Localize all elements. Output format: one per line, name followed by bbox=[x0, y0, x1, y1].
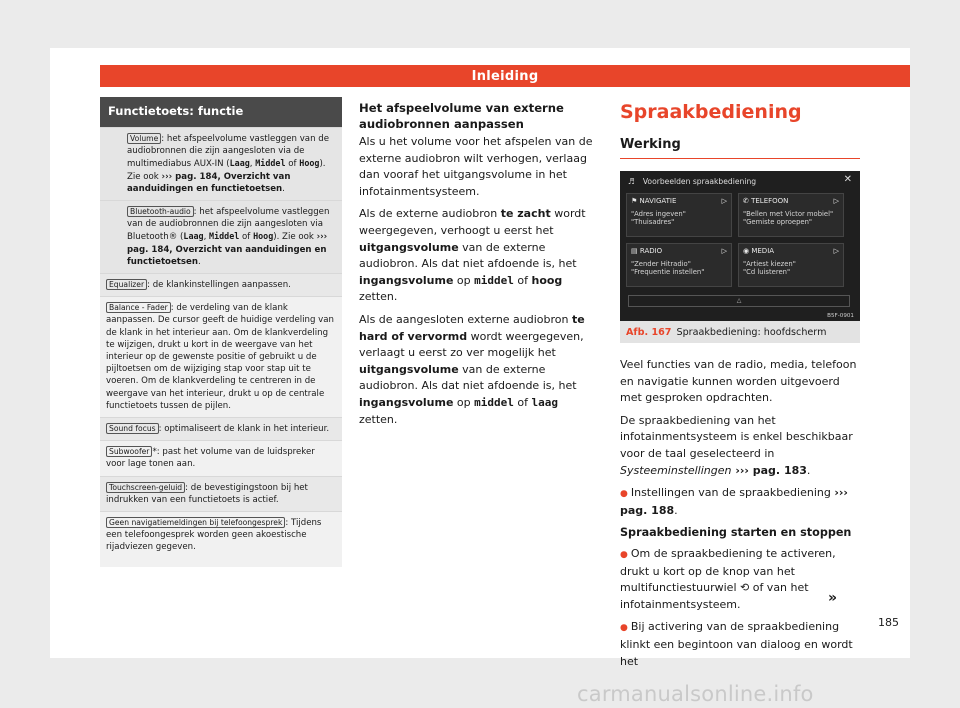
media-icon: ◉ bbox=[743, 247, 750, 255]
tile-radio: ▤ RADIO ▷ "Zender Hitradio" "Frequentie instellen" bbox=[626, 243, 732, 287]
function-key: Sound focus bbox=[106, 423, 159, 434]
voice-control-figure bbox=[620, 171, 860, 343]
section-subtitle: Werking bbox=[620, 137, 860, 159]
tile-phone: ✆ TELEFOON ▷ "Bellen met Victor mobiel" "Gemiste oproepen" bbox=[738, 193, 844, 237]
paragraph: De spraakbediening van het infotainmentsysteem is enkel beschikbaar voor de taal geselecteerd in Systeeminstellingen ››› pag. 183. bbox=[620, 413, 853, 477]
page-reference-link[interactable]: ››› pag. 184, Overzicht van aanduidingen en functietoetsen bbox=[127, 171, 291, 194]
close-icon: ✕ bbox=[843, 174, 852, 185]
play-icon: ▷ bbox=[721, 247, 727, 255]
function-table bbox=[100, 97, 342, 567]
chapter-title: Inleiding bbox=[471, 68, 539, 84]
function-key: Volume bbox=[127, 133, 161, 144]
section-title: Spraakbediening bbox=[620, 101, 802, 123]
middle-column bbox=[359, 100, 599, 434]
table-row: Bluetooth-audio : het afspeelvolume vastleggen van de audiobronnen die zijn aangesloten via Bluetooth® (Laag, Middel of Hoog). Zie ook ››› pag. 184, Overzicht van aanduidingen en functietoetsen. bbox=[100, 200, 342, 273]
function-key: Bluetooth-audio bbox=[127, 206, 194, 217]
play-icon: ▷ bbox=[721, 197, 727, 205]
tile-media: ◉ MEDIA ▷ "Artiest kiezen" "Cd luisteren" bbox=[738, 243, 844, 287]
table-row: Sound focus : optimaliseert de klank in het interieur. bbox=[100, 417, 342, 440]
page-reference-link[interactable]: ››› pag. 188 bbox=[620, 486, 848, 517]
paragraph: Als de externe audiobron te zacht wordt weergegeven, verhoogt u eerst het uitgangsvolume van de externe audiobron. Als dat niet afdoende is, het ingangsvolume op middel of hoog zetten. bbox=[359, 207, 586, 304]
tile-navigation: ⚑ NAVIGATIE ▷ "Adres ingeven" "Thuisadres" bbox=[626, 193, 732, 237]
chapter-header bbox=[100, 65, 910, 87]
page-reference-link[interactable]: ››› pag. 184, Overzicht van aanduidingen en functietoetsen bbox=[127, 232, 328, 267]
table-row: Equalizer : de klankinstellingen aanpassen. bbox=[100, 273, 342, 296]
radio-icon: ▤ bbox=[631, 247, 638, 255]
sub-heading: Spraakbediening starten en stoppen bbox=[620, 526, 852, 540]
table-row: Subwoofer *: past het volume van de luidspreker voor lage tonen aan. bbox=[100, 440, 342, 475]
function-key: Touchscreen-geluid bbox=[106, 482, 185, 493]
voice-control-icon: ♬ bbox=[628, 177, 635, 186]
watermark: carmanualsonline.info bbox=[577, 682, 814, 706]
function-key: Geen navigatiemeldingen bij telefoongesprek bbox=[106, 517, 285, 528]
play-icon: ▷ bbox=[833, 197, 839, 205]
function-key: Subwoofer bbox=[106, 446, 152, 457]
table-row: Touchscreen-geluid : de bevestigingstoon bij het indrukken van een functietoets is actief. bbox=[100, 476, 342, 511]
table-row: Volume : het afspeelvolume vastleggen van de audiobronnen die zijn aangesloten via de multimediabus AUX-IN (Laag, Middel of Hoog). Zie ook ››› pag. 184, Overzicht van aanduidingen en functietoetsen. bbox=[100, 127, 342, 200]
right-body bbox=[620, 357, 860, 670]
page-reference-link[interactable]: ››› pag. 183 bbox=[731, 463, 807, 477]
play-icon: ▷ bbox=[833, 247, 839, 255]
figure-code: B5F-0901 bbox=[827, 313, 854, 319]
bullet-item: ● Instellingen van de spraakbediening ››› pag. 188. bbox=[620, 485, 860, 519]
function-key: Equalizer bbox=[106, 279, 147, 290]
right-column bbox=[620, 100, 860, 676]
page-number: 185 bbox=[878, 616, 899, 629]
bullet-item: ● Om de spraakbediening te activeren, drukt u kort op de knop van het multifunctiestuurwiel ⟲ of van het infotainmentsysteem. bbox=[620, 546, 860, 613]
bullet-item: ● Bij activering van de spraakbediening klinkt een begintoon van dialoog en wordt het bbox=[620, 619, 860, 670]
paragraph: Als u het volume voor het afspelen van de externe audiobron wilt verhogen, verlaag dan vooraf het uitgangsvolume in het infotainmentsysteem. bbox=[359, 135, 593, 198]
continue-mark: » bbox=[828, 590, 838, 606]
paragraph: Veel functies van de radio, media, telefoon en navigatie kunnen worden uitgevoerd met gesproken opdrachten. bbox=[620, 358, 857, 405]
table-row: Geen navigatiemeldingen bij telefoongesprek : Tijdens een telefoongesprek worden geen akoestische rijadviezen gegeven. bbox=[100, 511, 342, 559]
flag-icon: ⚑ bbox=[631, 197, 638, 205]
paragraph: Als de aangesloten externe audiobron te hard of vervormd wordt weergegeven, verlaagt u eerst zo ver mogelijk het uitgangsvolume van de externe audiobron. Als dat niet afdoende is, het ingangsvolume op middel of laag zetten. bbox=[359, 312, 585, 426]
expand-arrow-icon: △ bbox=[628, 295, 850, 307]
table-title: Functietoets: functie bbox=[100, 97, 342, 127]
screen-title: Voorbeelden spraakbediening bbox=[642, 177, 757, 186]
figure-caption: Afb. 167 Spraakbediening: hoofdscherm bbox=[620, 321, 860, 343]
section-heading: Het afspeelvolume van externe audiobronnen aanpassen bbox=[359, 101, 564, 131]
table-row: Balance - Fader : de verdeling van de klank aanpassen. De cursor geeft de huidige verdeling van de klank in het interieur aan. Om de klankverdeling te wijzigen, drukt u kort in de weergave van het interieur op de gewenste positie of gebruikt u de pijltoetsen om de wijziging stap voor stap uit te voeren. Om de klankverdeling te centreren in de weergave van het interieur, drukt u op de centrale functietoets tussen de pijlen. bbox=[100, 296, 342, 417]
phone-icon: ✆ bbox=[743, 197, 749, 205]
function-key: Balance - Fader bbox=[106, 302, 171, 313]
